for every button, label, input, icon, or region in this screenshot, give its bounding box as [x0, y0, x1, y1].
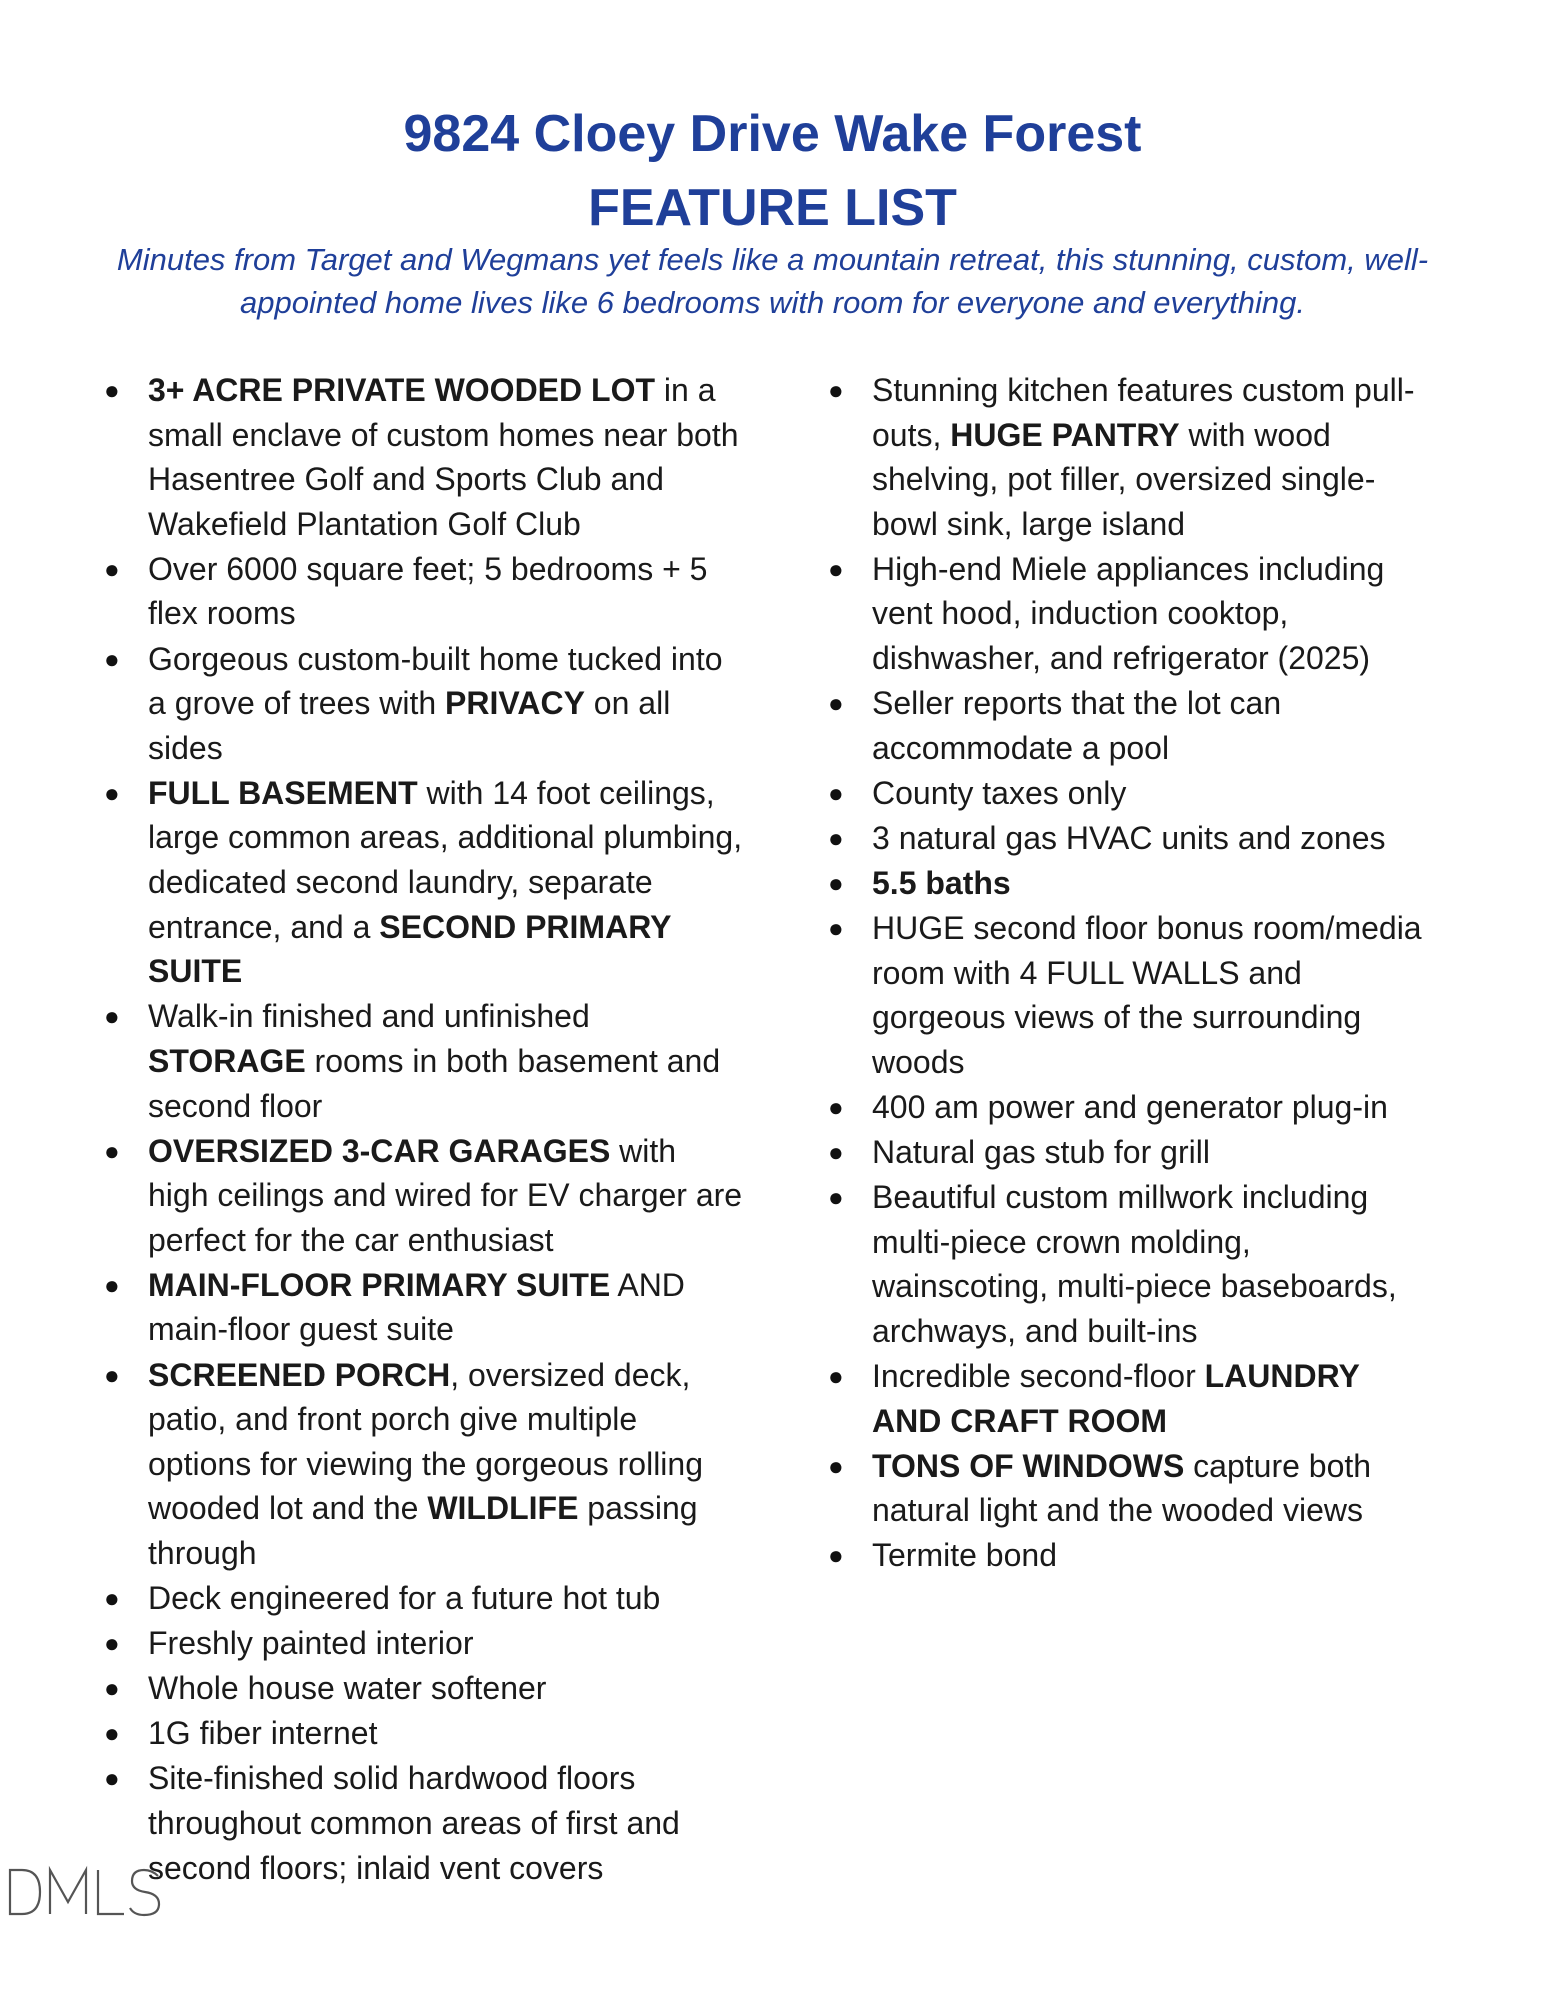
list-item: ● Deck engineered for a future hot tub	[104, 1576, 744, 1621]
list-item: ● Walk-in finished and unfinished STORAGE rooms in both basement and second floor	[104, 994, 744, 1128]
list-item: ● Beautiful custom millwork including multi-piece crown molding, wainscoting, multi-piece baseboards, archways, and built-ins	[828, 1175, 1428, 1353]
list-item: ● County taxes only	[828, 771, 1428, 816]
list-item: ● MAIN-FLOOR PRIMARY SUITE AND main-floor guest suite	[104, 1263, 744, 1352]
list-item: ● 5.5 baths	[828, 861, 1428, 906]
list-item: ● 3+ ACRE PRIVATE WOODED LOT in a small enclave of custom homes near both Hasentree Golf and Sports Club and Wakefield Plantation Golf Club	[104, 368, 744, 546]
list-item: ● HUGE second floor bonus room/media room with 4 FULL WALLS and gorgeous views of the surrounding woods	[828, 906, 1428, 1084]
list-item: ● 3 natural gas HVAC units and zones	[828, 816, 1428, 861]
list-item: ● Termite bond	[828, 1533, 1428, 1578]
list-item: ● Over 6000 square feet; 5 bedrooms + 5 flex rooms	[104, 547, 744, 636]
list-item: ● 400 am power and generator plug-in	[828, 1085, 1428, 1130]
list-item: ● Seller reports that the lot can accommodate a pool	[828, 681, 1428, 770]
list-item: ● Whole house water softener	[104, 1666, 744, 1711]
list-item: ● High-end Miele appliances including vent hood, induction cooktop, dishwasher, and refrigerator (2025)	[828, 547, 1428, 681]
list-item: ● Gorgeous custom-built home tucked into a grove of trees with PRIVACY on all sides	[104, 637, 744, 771]
list-item: ● 1G fiber internet	[104, 1711, 744, 1756]
list-item: ● OVERSIZED 3-CAR GARAGES with high ceilings and wired for EV charger are perfect for the car enthusiast	[104, 1129, 744, 1263]
dmls-watermark-logo	[6, 1862, 166, 1922]
feature-list-left	[104, 368, 744, 1891]
page-subtitle-heading: FEATURE LIST	[588, 179, 957, 237]
list-item: ● Incredible second-floor LAUNDRY AND CRAFT ROOM	[828, 1354, 1428, 1443]
list-item: ● SCREENED PORCH, oversized deck, patio, and front porch give multiple options for viewing the gorgeous rolling wooded lot and the WILDLIFE passing through	[104, 1353, 744, 1576]
page-title: 9824 Cloey Drive Wake Forest	[403, 105, 1142, 163]
list-item: ● Freshly painted interior	[104, 1621, 744, 1666]
intro-tagline: Minutes from Target and Wegmans yet feels like a mountain retreat, this stunning, custom, well-appointed home lives like 6 bedrooms with room for everyone and everything.	[116, 242, 1429, 320]
feature-list-right	[828, 368, 1428, 1579]
list-item: ● TONS OF WINDOWS capture both natural light and the wooded views	[828, 1444, 1428, 1533]
list-item: ● Site-finished solid hardwood floors throughout common areas of first and second floors; inlaid vent covers	[104, 1756, 744, 1890]
list-item: ● FULL BASEMENT with 14 foot ceilings, large common areas, additional plumbing, dedicated second laundry, separate entrance, and a SECOND PRIMARY SUITE	[104, 771, 744, 994]
list-item: ● Stunning kitchen features custom pull-outs, HUGE PANTRY with wood shelving, pot filler, oversized single-bowl sink, large island	[828, 368, 1428, 546]
list-item: ● Natural gas stub for grill	[828, 1130, 1428, 1175]
